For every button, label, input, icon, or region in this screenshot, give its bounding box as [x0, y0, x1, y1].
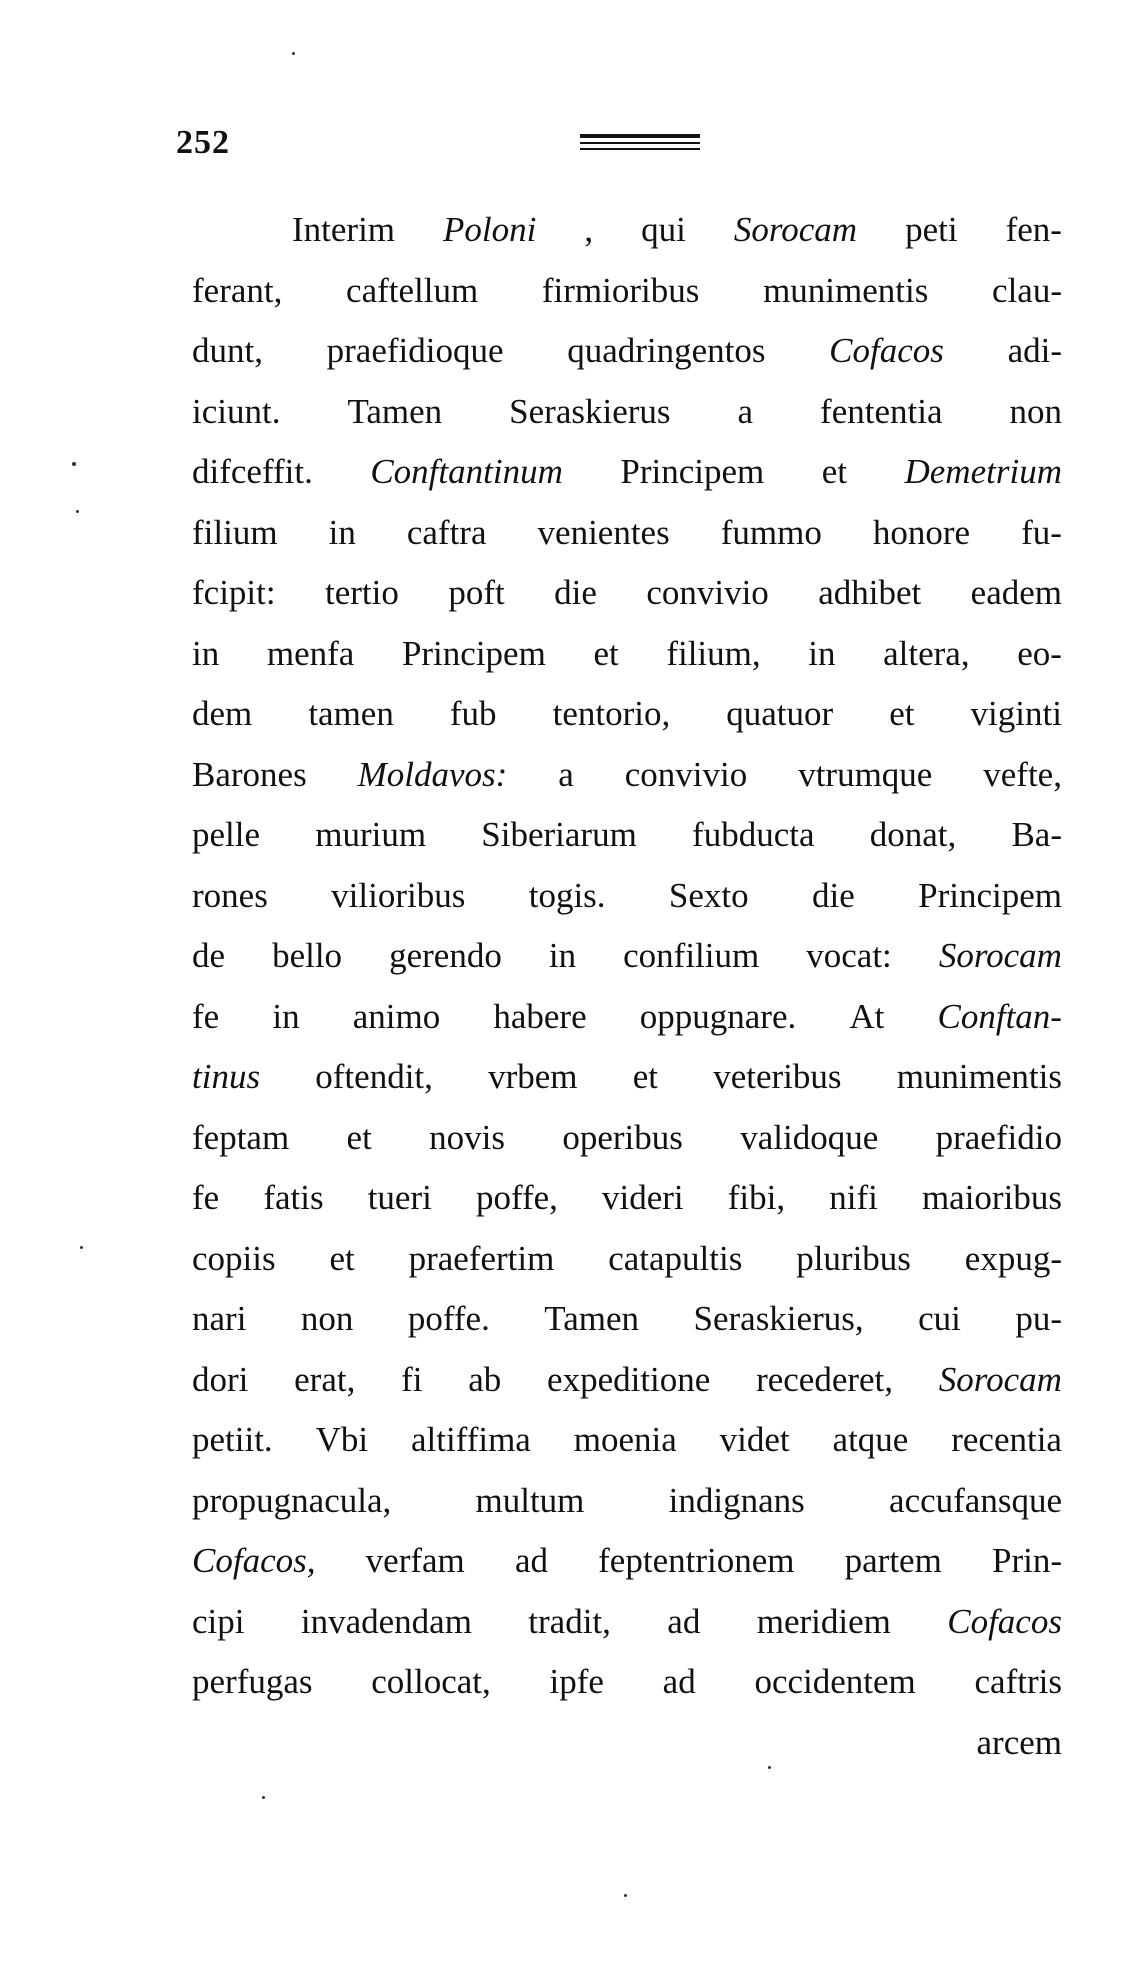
word: Seraskierus,	[693, 1299, 864, 1338]
word: pluribus	[796, 1238, 911, 1278]
word: arcem	[976, 1722, 1062, 1762]
word: et	[632, 1057, 658, 1096]
word: expeditione	[547, 1359, 711, 1399]
text-line	[192, 1168, 1062, 1229]
word: non	[1009, 391, 1062, 431]
word: difceffit.	[192, 452, 313, 491]
word: invadendam	[300, 1601, 472, 1641]
word: fibi,	[727, 1178, 786, 1217]
text-line	[192, 624, 1062, 685]
word: oppugnare.	[639, 996, 797, 1036]
word: eadem	[970, 573, 1062, 612]
word: a	[558, 754, 574, 794]
word: rones	[192, 875, 268, 915]
word: et	[329, 1238, 355, 1278]
word: Sexto	[668, 875, 749, 915]
word: praefertim	[408, 1238, 555, 1278]
word: vocat:	[806, 936, 892, 975]
word: dori	[192, 1359, 249, 1399]
word: Principem	[401, 633, 546, 673]
scan-speck	[262, 1796, 265, 1799]
word: adhibet	[818, 573, 922, 612]
word: Prin-	[992, 1541, 1062, 1580]
word: fe	[192, 1178, 220, 1217]
word: togis.	[528, 875, 606, 915]
word: die	[812, 875, 855, 915]
word: menfa	[266, 633, 355, 673]
word: venientes	[537, 512, 670, 552]
word: At	[849, 996, 885, 1036]
word: praefidio	[935, 1117, 1062, 1157]
word: vefte,	[983, 754, 1062, 794]
scan-speck	[80, 1246, 83, 1249]
text-line	[192, 684, 1062, 745]
header-rule-thin-line	[580, 142, 700, 144]
word: eo-	[1017, 633, 1062, 673]
word: feptentrionem	[598, 1541, 795, 1580]
word: caftris	[974, 1662, 1062, 1701]
word: peti	[905, 210, 958, 249]
word: pu-	[1015, 1299, 1062, 1338]
text-line	[192, 926, 1062, 987]
word: poffe,	[475, 1178, 558, 1217]
word: quadringentos	[567, 331, 766, 370]
word: fu-	[1021, 512, 1062, 552]
text-line	[192, 987, 1062, 1048]
word: non	[300, 1299, 354, 1338]
word: bello	[272, 936, 343, 975]
word: a	[737, 391, 754, 431]
word: fummo	[720, 512, 822, 552]
word: caftra	[406, 512, 487, 552]
word: et	[821, 452, 847, 491]
text-line	[192, 321, 1062, 382]
scan-speck	[624, 1894, 627, 1897]
word: Vbi	[315, 1420, 369, 1459]
word: oftendit,	[315, 1057, 433, 1096]
text-line	[192, 866, 1062, 927]
word: dem	[192, 694, 253, 733]
word: in	[272, 996, 300, 1036]
word: Interim	[292, 210, 396, 249]
word: Conftan-	[937, 996, 1062, 1036]
word: multum	[475, 1480, 585, 1520]
text-line	[192, 745, 1062, 806]
word: accufansque	[889, 1480, 1062, 1520]
scan-speck	[76, 510, 79, 513]
word: recentia	[951, 1420, 1062, 1459]
word: praefidioque	[326, 331, 504, 370]
word: in	[548, 936, 577, 975]
text-line	[192, 503, 1062, 564]
word: Principem	[620, 452, 765, 491]
word: verfam	[365, 1541, 465, 1580]
word: copiis	[192, 1238, 276, 1278]
word: altera,	[883, 633, 970, 673]
word: convivio	[646, 573, 769, 612]
word: expug-	[964, 1238, 1062, 1278]
word: tentorio,	[552, 694, 671, 733]
word: ad	[662, 1662, 696, 1701]
text-line	[192, 563, 1062, 624]
text-line	[192, 1047, 1062, 1108]
word: firmioribus	[541, 270, 700, 310]
word: ferant,	[192, 270, 283, 310]
word: cipi	[192, 1601, 245, 1641]
word: operibus	[562, 1117, 683, 1157]
word: convivio	[624, 754, 748, 794]
word: tertio	[325, 573, 399, 612]
word: confilium	[623, 936, 760, 975]
header-rule-thin-line	[580, 148, 700, 150]
word: videri	[602, 1178, 684, 1217]
word: gerendo	[389, 936, 502, 975]
word: altiffima	[410, 1420, 531, 1459]
word: vtrumque	[798, 754, 933, 794]
word: Demetrium	[904, 452, 1062, 491]
text-line	[192, 442, 1062, 503]
word: meridiem	[756, 1601, 891, 1641]
word: veteribus	[713, 1057, 842, 1096]
scan-speck	[768, 1766, 771, 1769]
scan-speck	[292, 52, 295, 55]
text-line	[192, 1592, 1062, 1653]
word: recederet,	[756, 1359, 894, 1399]
word: collocat,	[371, 1662, 491, 1701]
word: tueri	[367, 1178, 432, 1217]
word: fententia	[820, 391, 943, 431]
word: cui	[918, 1299, 961, 1338]
word: ab	[468, 1359, 502, 1399]
word: filium	[192, 512, 278, 552]
word: Sorocam	[938, 1359, 1062, 1399]
word: novis	[429, 1117, 505, 1157]
word: munimentis	[896, 1057, 1062, 1096]
word: Sorocam	[938, 936, 1062, 975]
word: Cofacos,	[192, 1541, 316, 1580]
word: Tamen	[544, 1299, 640, 1338]
word: Moldavos:	[357, 754, 508, 794]
word: moenia	[573, 1420, 677, 1459]
word: habere	[493, 996, 587, 1036]
text-line	[192, 261, 1062, 322]
word: perfugas	[192, 1662, 313, 1701]
word: petiit.	[192, 1420, 273, 1459]
word: nari	[192, 1299, 247, 1338]
word: et	[346, 1117, 372, 1157]
word: nifi	[829, 1178, 878, 1217]
text-line	[192, 1410, 1062, 1471]
word: tradit,	[528, 1601, 611, 1641]
word: fen-	[1005, 210, 1062, 249]
word: ad	[514, 1541, 548, 1580]
word: erat,	[294, 1359, 356, 1399]
word: ipfe	[549, 1662, 604, 1701]
word: in	[808, 633, 836, 673]
word: fub	[449, 694, 497, 733]
word: fatis	[263, 1178, 324, 1217]
page-number: 252	[176, 124, 230, 161]
word: Barones	[192, 754, 307, 794]
body-text	[192, 200, 1062, 1773]
word: caftellum	[346, 270, 479, 310]
word: Cofacos	[947, 1601, 1062, 1641]
scan-speck	[72, 462, 76, 466]
word: dunt,	[192, 331, 263, 370]
word: atque	[832, 1420, 909, 1459]
word: munimentis	[763, 270, 929, 310]
word: filium,	[666, 633, 761, 673]
word: maioribus	[921, 1178, 1062, 1217]
word: fe	[192, 996, 220, 1036]
text-line	[192, 1471, 1062, 1532]
word: quatuor	[726, 694, 834, 733]
text-line	[192, 1350, 1062, 1411]
word: ,	[584, 210, 594, 249]
word: occidentem	[754, 1662, 916, 1701]
word: clau-	[992, 270, 1062, 310]
text-line	[192, 1289, 1062, 1350]
word: qui	[641, 210, 686, 249]
text-line	[192, 1108, 1062, 1169]
word: indignans	[668, 1480, 805, 1520]
text-line	[192, 1531, 1062, 1592]
word: fubducta	[692, 815, 815, 854]
word: catapultis	[608, 1238, 743, 1278]
word: fcipit:	[192, 573, 276, 612]
word: Conftantinum	[370, 452, 563, 491]
word: Cofacos	[829, 331, 944, 370]
word: Ba-	[1011, 815, 1062, 854]
word: tamen	[308, 694, 394, 733]
word: Tamen	[347, 391, 443, 431]
word: Seraskierus	[509, 391, 671, 431]
word: partem	[844, 1541, 942, 1580]
word: Principem	[918, 875, 1062, 915]
word: vilioribus	[331, 875, 466, 915]
word: in	[192, 633, 220, 673]
word: Poloni	[443, 210, 537, 249]
text-line	[192, 1713, 1062, 1774]
word: donat,	[869, 815, 957, 854]
text-line	[192, 805, 1062, 866]
word: validoque	[740, 1117, 879, 1157]
word: honore	[872, 512, 971, 552]
word: et	[889, 694, 915, 733]
word: die	[554, 573, 597, 612]
word: de	[192, 936, 226, 975]
word: in	[328, 512, 356, 552]
text-line	[192, 200, 1062, 261]
word: viginti	[970, 694, 1062, 733]
word: et	[593, 633, 619, 673]
word: adi-	[1007, 331, 1062, 370]
text-line	[192, 1229, 1062, 1290]
word: animo	[352, 996, 441, 1036]
word: videt	[719, 1420, 790, 1459]
word: pelle	[192, 815, 261, 854]
text-line	[192, 382, 1062, 443]
word: tinus	[192, 1057, 261, 1096]
word: ad	[667, 1601, 701, 1641]
word: feptam	[192, 1117, 290, 1157]
word: poft	[448, 573, 505, 612]
word: fi	[401, 1359, 423, 1399]
header-rule	[580, 134, 700, 152]
text-line	[192, 1652, 1062, 1713]
header-rule-thick-line	[580, 134, 700, 138]
word: poffe.	[407, 1299, 490, 1338]
word: Sorocam	[733, 210, 858, 249]
word: iciunt.	[192, 391, 281, 431]
word: propugnacula,	[192, 1480, 392, 1520]
word: murium	[315, 815, 427, 854]
word: vrbem	[488, 1057, 578, 1096]
word: Siberiarum	[481, 815, 637, 854]
